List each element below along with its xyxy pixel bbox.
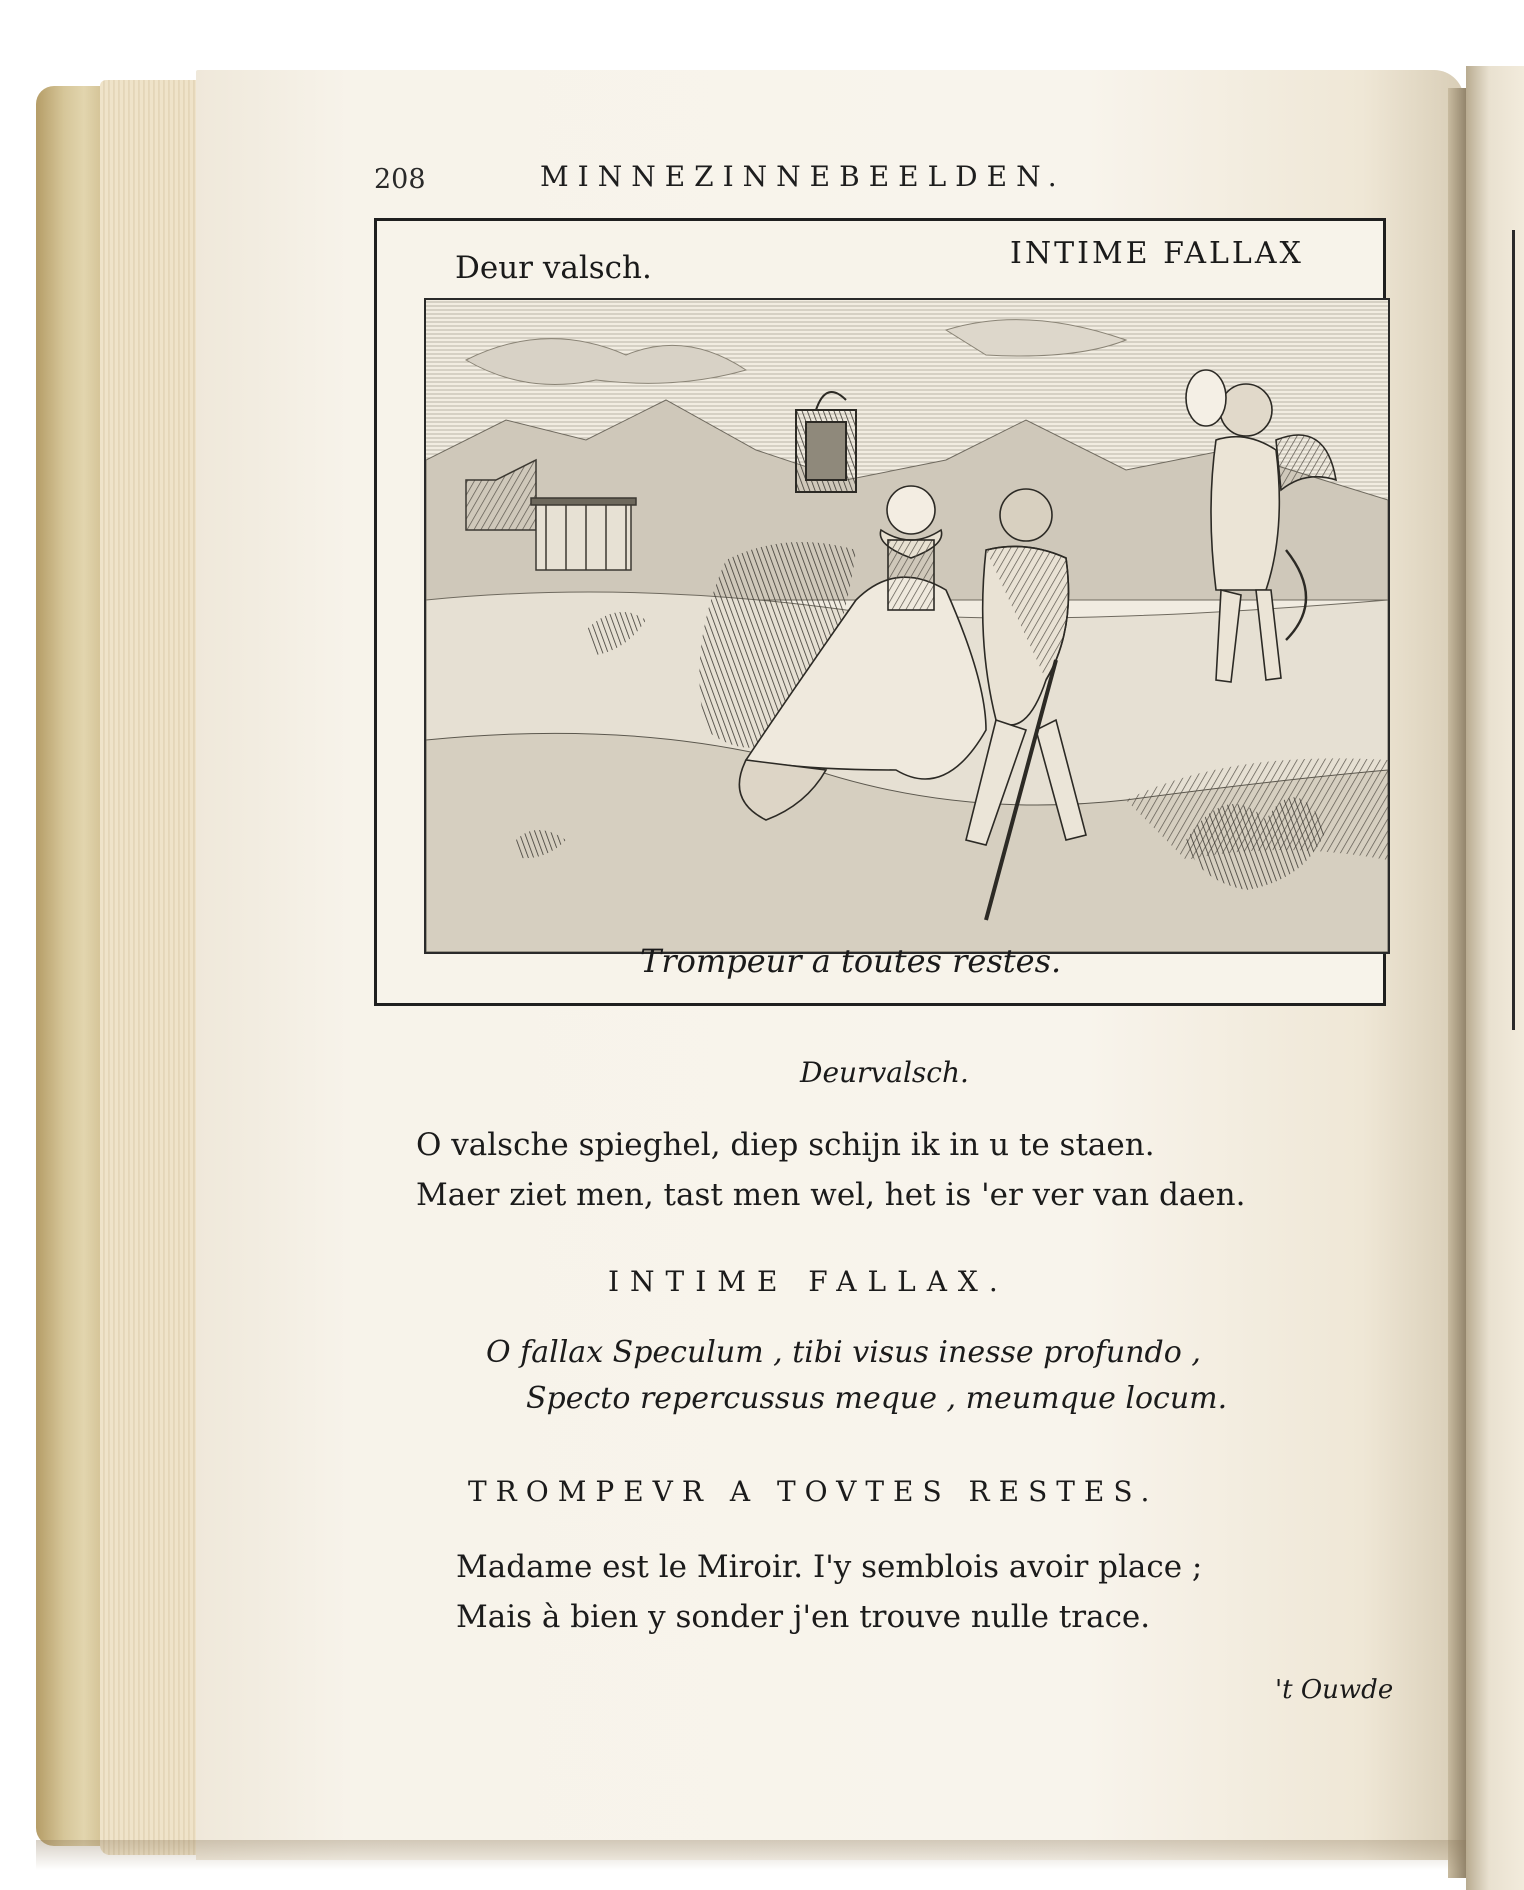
page-edges	[100, 80, 210, 1855]
verse-line: Mais à bien y sonder j'en trouve nulle trace.	[456, 1599, 1151, 1635]
french-verse	[456, 1542, 1202, 1642]
latin-verse-heading: INTIME FALLAX.	[608, 1265, 1009, 1298]
catchword: 't Ouwde	[1275, 1675, 1394, 1705]
emblem-motto-french: Trompeur a toutes restes.	[640, 942, 1062, 980]
dutch-verse-heading: Deurvalsch.	[800, 1056, 969, 1089]
verse-line: Madame est le Miroir. I'y semblois avoir place ;	[456, 1549, 1203, 1585]
verse-line: Specto repercussus meque , meumque locum.	[526, 1381, 1228, 1416]
dutch-verse	[416, 1120, 1245, 1220]
verse-line: O valsche spieghel, diep schijn ik in u te staen.	[416, 1127, 1155, 1163]
emblem-motto-latin: INTIME FALLAX	[1010, 236, 1304, 271]
french-verse-heading: TROMPEVR A TOVTES RESTES.	[468, 1475, 1159, 1508]
verse-line: Maer ziet men, tast men wel, het is 'er ver van daen.	[416, 1177, 1246, 1213]
emblem-engraving	[424, 298, 1390, 954]
gutter-shadow	[1448, 88, 1468, 1878]
facing-page-frame	[1512, 230, 1524, 1030]
running-title: MINNEZINNEBEELDEN.	[540, 160, 1066, 193]
page-number: 208	[374, 164, 426, 195]
bottom-shadow	[36, 1840, 1466, 1870]
verse-line: O fallax Speculum , tibi visus inesse profundo ,	[486, 1335, 1201, 1370]
latin-verse	[486, 1330, 1227, 1422]
emblem-motto-dutch: Deur valsch.	[455, 250, 652, 286]
